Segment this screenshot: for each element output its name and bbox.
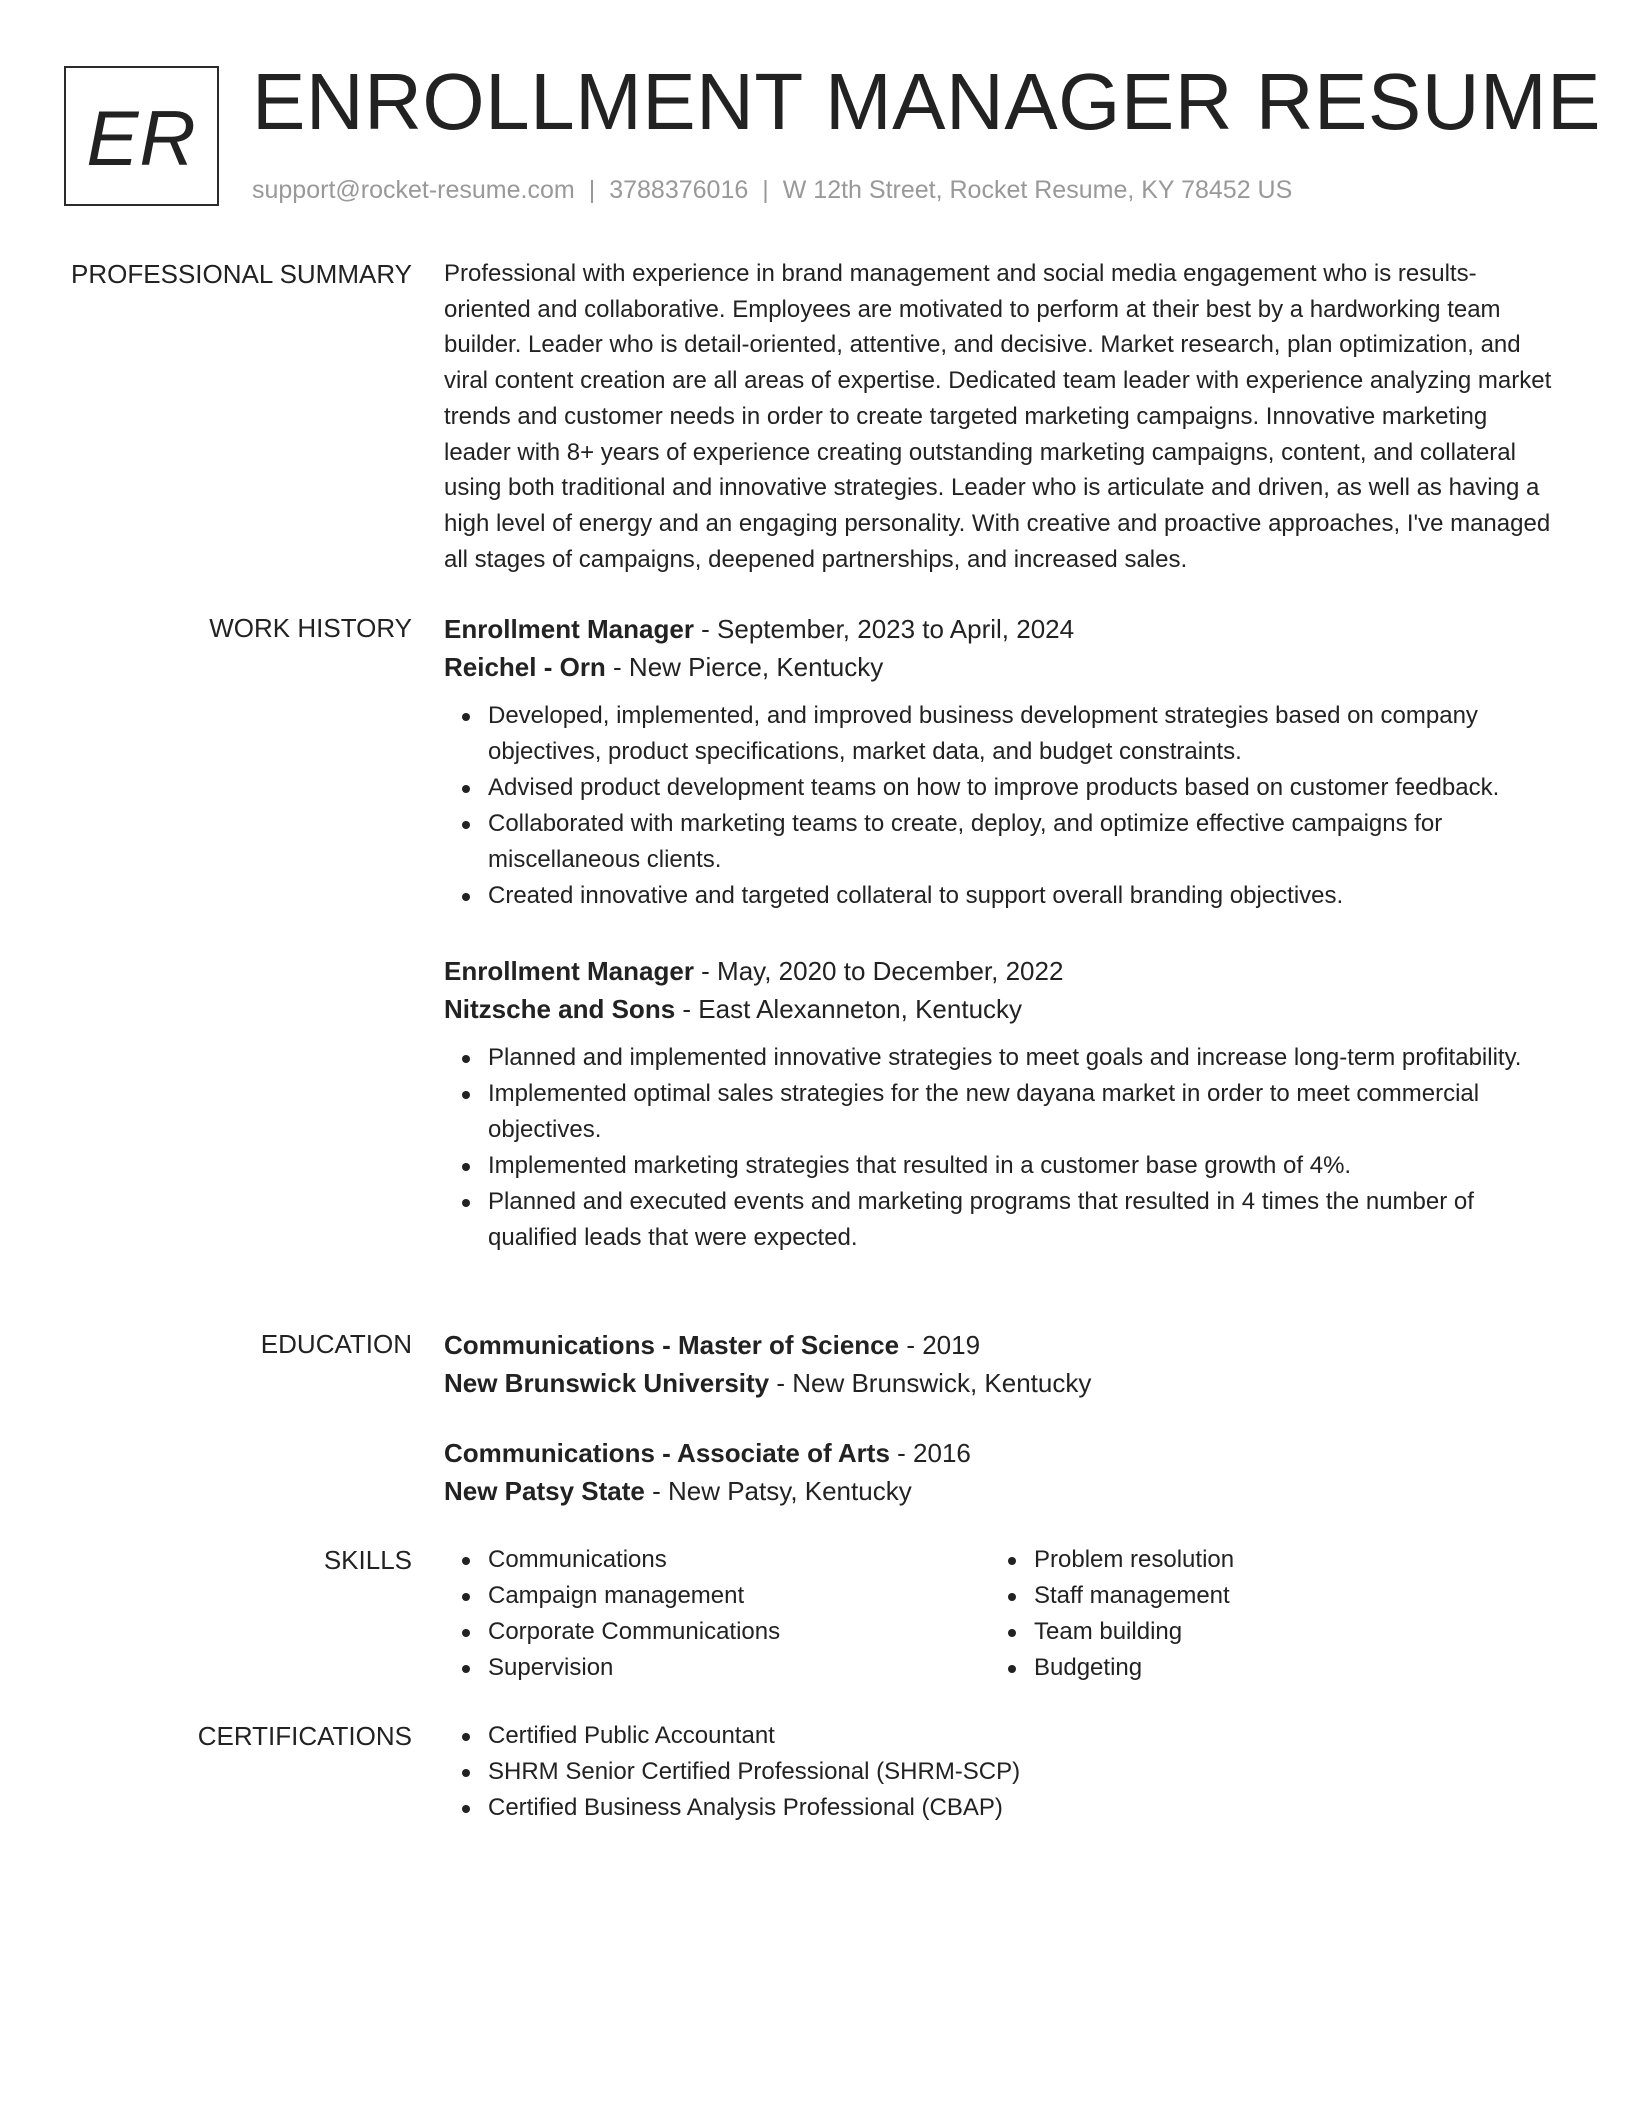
- degree-name: Communications - Master of Science: [444, 1330, 900, 1360]
- list-item: Team building: [1034, 1614, 1536, 1650]
- skills-list: [990, 1542, 1536, 1686]
- skills-column-right: [990, 1542, 1536, 1686]
- job-bullets: [444, 1040, 1554, 1256]
- section-heading: CERTIFICATIONS: [197, 1721, 412, 1751]
- job-title: Enrollment Manager: [444, 614, 694, 644]
- job-dates: - September, 2023 to April, 2024: [693, 614, 1075, 644]
- list-item: SHRM Senior Certified Professional (SHRM-SCP): [488, 1754, 1554, 1790]
- contact-email[interactable]: support@rocket-resume.com: [252, 176, 575, 204]
- job-entry: [444, 610, 1554, 914]
- job-company: Reichel - Orn: [444, 652, 606, 682]
- job-bullets: [444, 698, 1554, 914]
- job-company-line: [444, 990, 1554, 1028]
- degree-line: [444, 1326, 1554, 1364]
- certifications-list: [444, 1718, 1554, 1826]
- list-item: Certified Business Analysis Professional (CBAP): [488, 1790, 1554, 1826]
- section-body: [444, 256, 1554, 577]
- list-item: Problem resolution: [1034, 1542, 1536, 1578]
- list-item: Staff management: [1034, 1578, 1536, 1614]
- list-item: Communications: [488, 1542, 990, 1578]
- monogram-initials: ER: [86, 93, 197, 182]
- list-item: Budgeting: [1034, 1650, 1536, 1686]
- job-dates: - May, 2020 to December, 2022: [693, 956, 1064, 986]
- school-location: - New Patsy, Kentucky: [644, 1476, 912, 1506]
- contact-separator: |: [588, 176, 596, 204]
- contact-address: W 12th Street, Rocket Resume, KY 78452 US: [782, 176, 1293, 204]
- list-item: Planned and implemented innovative strategies to meet goals and increase long-term profitability.: [488, 1040, 1554, 1076]
- school-line: [444, 1364, 1554, 1402]
- section-heading: EDUCATION: [260, 1329, 412, 1359]
- section-body: [444, 610, 1554, 914]
- degree-year: - 2016: [889, 1438, 971, 1468]
- list-item: Planned and executed events and marketing programs that resulted in 4 times the number of qualified leads that were expected.: [488, 1184, 1554, 1256]
- job-location: - East Alexanneton, Kentucky: [675, 994, 1023, 1024]
- section-body: [444, 1434, 1554, 1510]
- list-item: Campaign management: [488, 1578, 990, 1614]
- skills-list: [444, 1542, 990, 1686]
- job-title-line: [444, 952, 1554, 990]
- section-heading: SKILLS: [323, 1545, 412, 1575]
- degree-line: [444, 1434, 1554, 1472]
- skills-column-left: [444, 1542, 990, 1686]
- section-body: [444, 1542, 1554, 1686]
- monogram-badge: [64, 66, 219, 206]
- section-body: [444, 1718, 1554, 1826]
- section-heading: PROFESSIONAL SUMMARY: [71, 259, 412, 289]
- list-item: Collaborated with marketing teams to create, deploy, and optimize effective campaigns for miscellaneous clients.: [488, 806, 1554, 878]
- school-line: [444, 1472, 1554, 1510]
- section-body: [444, 1326, 1554, 1402]
- list-item: Corporate Communications: [488, 1614, 990, 1650]
- school-name: New Brunswick University: [444, 1368, 770, 1398]
- job-entry: [444, 952, 1554, 1256]
- job-title-line: [444, 610, 1554, 648]
- degree-name: Communications - Associate of Arts: [444, 1438, 890, 1468]
- skills-grid: [444, 1542, 1554, 1686]
- job-company: Nitzsche and Sons: [444, 994, 676, 1024]
- section-heading: WORK HISTORY: [209, 613, 412, 643]
- summary-text: Professional with experience in brand management and social media engagement who is results-oriented and collaborative. Employees are motivated to perform at their best by a hardworking team builder. Leader who is detail-oriented, attentive, and decisive. Market research, plan optimization, and viral content creation are all areas of expertise. Dedicated team leader with experience analyzing market trends and customer needs in order to create targeted marketing campaigns. Innovative marketing leader with 8+ years of experience creating outstanding marketing campaigns, content, and collateral using both traditional and innovative strategies. Leader who is articulate and driven, as well as having a high level of energy and an engaging personality. With creative and proactive approaches, I've managed all stages of campaigns, deepened partnerships, and increased sales.: [444, 260, 1552, 573]
- list-item: Advised product development teams on how to improve products based on customer feedback.: [488, 770, 1554, 806]
- degree-year: - 2019: [899, 1330, 981, 1360]
- contact-line: [252, 172, 1292, 208]
- list-item: Supervision: [488, 1650, 990, 1686]
- contact-phone[interactable]: 3788376016: [609, 176, 749, 204]
- job-location: - New Pierce, Kentucky: [605, 652, 884, 682]
- job-company-line: [444, 648, 1554, 686]
- section-body: [444, 952, 1554, 1256]
- school-name: New Patsy State: [444, 1476, 645, 1506]
- school-location: - New Brunswick, Kentucky: [769, 1368, 1092, 1398]
- list-item: Developed, implemented, and improved business development strategies based on company objectives, product specifications, market data, and budget constraints.: [488, 698, 1554, 770]
- page-title: ENROLLMENT MANAGER RESUME: [252, 57, 1602, 146]
- job-title: Enrollment Manager: [444, 956, 694, 986]
- contact-separator: |: [762, 176, 769, 204]
- list-item: Implemented optimal sales strategies for the new dayana market in order to meet commercial objectives.: [488, 1076, 1554, 1148]
- list-item: Created innovative and targeted collateral to support overall branding objectives.: [488, 878, 1554, 914]
- list-item: Certified Public Accountant: [488, 1718, 1554, 1754]
- list-item: Implemented marketing strategies that resulted in a customer base growth of 4%.: [488, 1148, 1554, 1184]
